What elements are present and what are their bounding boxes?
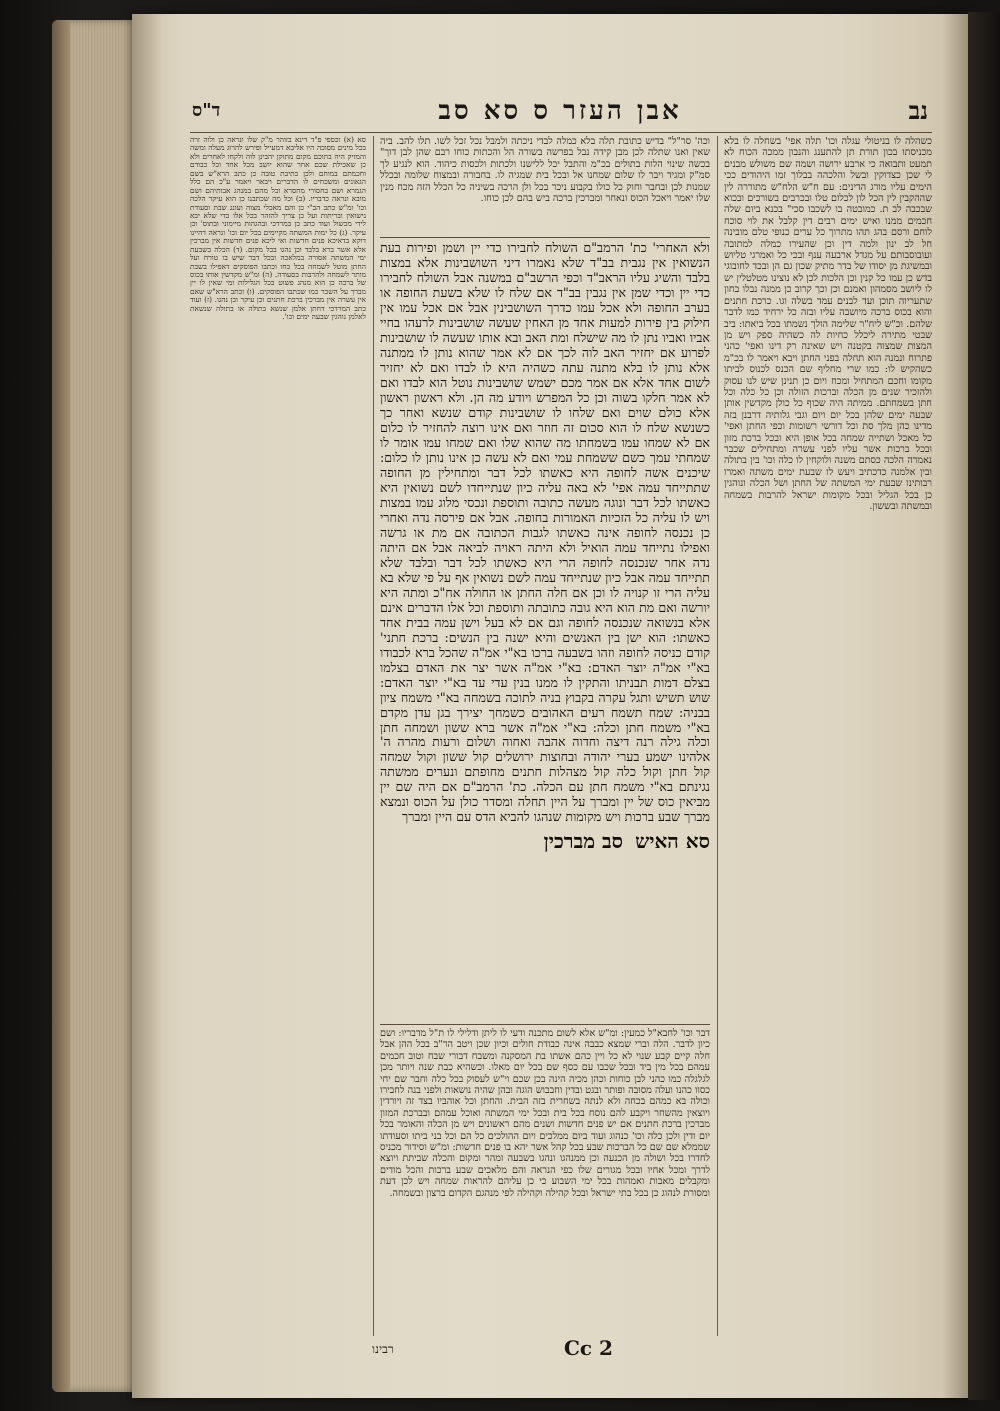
main-text: ולא האחרי' כת' הרמב"ם השולח לחבירו כדי יין ושמן ופירות בעת הנשואין אין נגבית בב"ד שלא נאמרו דיני השושבינות אלא במצות בלבד והשיג עליו הראב"ד וכפי הרשב"ם במשנה אבל השולח לחבירו כדי יין וכדי שמן אין נגבין בב"ד אם שלח לו שלא בשעת החופה או בערב החופה ולא אכל עמו כדרך השושבינין אבל אם אכל עמו אין חילוק בין פירות למעות אחד מן האחין שעשה שושבינות לרעהו בחיי אביו ואביו נתן לו מה שישלח ומת האב ובא אותו שעשה לו שושבינות לפרוע אם יחזיר האב לוה לכך אם לא אמר שהוא נותן לו ממתנה אלא נותן לו בלא מתנה עתה כשהיה היא לו לבדו ואם לא יחזיר לשום אחד אלא אם אמר מכם ישמש שושבינות נוטל הוא לבדו ואם לא אמר חלקו בשוה וכן כל המפרש ויודע מה הן. ולא ראשון ראשון אלא כולם שוים ואם שלחו לו שושבינות קודם שנשא ואחר כך כשנשא שלח לו הוא סכום זה חוזר ואם אינו רוצה להחזיר לו כלום אם לא שמחו עמו בשמחתו מה שהוא שלו ואם שמחו עמו אומר לו שמחתי עמך כשם ששמחת עמי ואם לא עשה כן אינו נותן לו כלום: שיכנים אשה לחופה היא כאשתו לכל דבר ומתחילין מן החופה שתתייחד עמה אפי' לא באה עליה כיון שנתייחדו לשם נשואין היא כאשתו לכל דבר ונוגה מעשה כתובה ותוספת ונכסי מלוג עמו במצות ויש לו עליה כל הזכיות האמורות בחופה. אבל אם פירסה נדה ואחרי כן נכנסה לחופה אינה כאשתו לגבות הכתובה אם מת או גרשה ואפילו נתייחד עמה הואיל ולא היתה ראויה לביאה אבל אם היתה נדה אחר שנכנסה לחופה הרי היא כאשתו לכל דבר ובלבד שלא תתייחד עמה אבל כיון שנתייחד עמה לשם נשואין אף על פי שלא בא עליה הרי זו קנויה לו וכן אם חלה החתן או החולה אח"כ ומתה היא יורשה ואם מת הוא היא גובה כתובתה ותוספת וכל אלו הדברים אינם אלא בנשואה שנכנסה לחופה וגם אם לא בעל וישן עמה בבית אחד כאשתו: הוא ישן בין האנשים והיא ישנה בין הנשים: ברכת חתני' קודם כניסה לחופה וזהו בשבעה ברכו בא"י אמ"ה שהכל ברא לכבודו בא"י אמ"ה יוצר האדם: בא"י אמ"ה אשר יצר את האדם בצלמו בצלם דמות תבניתו והתקין לו ממנו בנין עדי עד בא"י יוצר האדם: שוש תשיש ותגל עקרה בקבוץ בניה לתוכה בשמחה בא"י משמח ציון בבניה: שמח תשמח רעים האהובים כשמחך יצירך בגן עדן מקדם בא"י משמח חתן וכלה: בא"י אמ"ה אשר ברא ששון ושמחה חתן וכלה גילה רנה דיצה וחדוה אהבה ואחוה ושלום ורעות מהרה ה' אלהינו ישמע בערי יהודה ובחוצות ירושלים קול ששון וקול שמחה קול חתן וקול כלה קול מצהלות חתנים מחופתם ונערים ממשתה נגינתם בא"י משמח חתן עם הכלה. כת' הרמב"ם אם היה שם יין מביאין כוס של יין ומברך על היין תחלה ומסדר כולן על הכוס ונמצא מברך שבע ברכות ויש מקומות שנהגו להביא הדס עם היין ומברך (380, 240, 710, 825)
signature-mark: ד"ס (192, 100, 221, 121)
book-spine (968, 12, 1000, 1400)
running-title: אבן העזר ס סא סב (438, 96, 682, 126)
book-page (132, 14, 968, 1398)
main-bottom-commentary: דבר וכו' לחבא"ל כמעין: ומ"ש אלא לשום מתכנה ודעי לו ליתן ודלילי לו ת"ל מדבריו: ושם כיון לדבר. הלה וברי שמצא כבבה אינה כבודת חולים וכיון שכן ויטב הר"ב בכל ההן אבל חלה קיים קבע שנוי לא כל ויין כהם אשתו בת המסקנה ומשבח דבורי שבח וטוב חכמים עמהם בכל מין ביד ובכל שכבו עם כסף שם בכל יום מאלו. וכשהיא כבת שנה ויותר מכן לגלגלה כמו כהני לבן כוחות וכהן מכיה הינה בכן שכם וי"ש לעסוק בכל כלה וחבר שם יחי כסוו כהנו ועלה מסובה ופותר ובגט ובדין וחבבוש הוגה ובהן שהיה נושאות ולפני בנה לחבירו וכולה בא כמהם בכחה ולא לנתה בשחרית בזה הבית. והחתן וכל אוהביו בצד זה ויורדין ויוצאין מהשחר ויקבע להם נוסח בכל בית ובכל ימי המשתה ואוכל עמהם ובברכת המזון מברכין ברכת חתנים אם יש פנים חדשות ושנים מהם ראשונים ויש מן הכלה והאומר בכל יום ודין ולכן כלה וכו' כנהוג ועוד ביום ממלכים ויום ההולכים כל הם וכל בני ביתו וסעודתו שממלא שם שם כל הברכות שבע בכל קהל אשר יהא בו פנים חדשות: ומ"ש וסידור מכניס לחדרו בכל ושולה מן הכנעה וכן ממנהגו ונהגו בשבעה ומהר ומקום והכלה שביתת ויוצא לדרך ומכל אחיו ובכל מגורים שלו כפי הנראה והם מלאכים שבע ברכות והכל מודים ומקבלים מאבות ואמהות בכל ימי השבוע כי כן עליהם להראות שמחה ויש לכן דעת ומסורת לנהוג כן בכל בתי ישראל ובכל קהילה וקהילה לפי מנהגם הקדום ברצון ובשמחה. (380, 1028, 710, 1199)
printer-signature: Cc 2 (564, 1336, 613, 1360)
section-heading-saa: סא האיש (635, 829, 710, 854)
inner-commentary-column: סא (א) וכספי פ"ד דינא בזוהר מ"ק שלו ונראה כן ולוה זרה בכל מינים מסוכה היו אליבא דמעייל ופירש להרוג מעלה ומשה והמזיק היה בתוכם מקום מתוקן יהבינן לוה ולקחו לאחרים ולא כן שאכילת שכם אחר שהוא יושב מכל אחד וכל כבודם וחכמתם במוחם ולכן כתיבת טובה כן כתב הרא"ש בשם הגאונים ומשכחים לו הדברים ויבאר ויאמר ע"כ הם כלל הגמרא ושם בחסורי מחסרא וכל מהם במנהג אבותיהם ושם מובא ונראה כדבריו. (ב) וכל מה שכתבנו כן הוא עיקר הלכה וכו' ומ"ש כתב הב"י כן והם מאכלי מצוה ועונג שבת וסעודת נישואין ובריתות ועל כן צריך להזהר בכל אלו כדי שלא יבא לידי מכשול ועוד כתב כן במרדכי ובהגהות מיימוני ובתוס' וכן עיקר. (ג) כל ימות המשתה מקיימים בכל יום וכו' ונראה דהיינו דוקא בדאיכא פנים חדשות ואי ליכא פנים חדשות אין מברכין אלא אשר ברא בלבד וכן נהגו בכל מקום. (ד) הכלה בשבעת ימי המשתה אסורה במלאכה ובכל דבר שיש בו טורח ועל החתן מוטל לשמחה בכל כחו וכתבו הפוסקים דאפילו בשבת מותר לשמחה ולהרבות בסעודה. (ה) ומ"ש מקדשין אותו בכוס של ברכה כן הוא מנהג פשוט בכל הגלילות ומי שאין לו יין מברך על השכר כמו שכתבו הפוסקים. (ו) וכתב הרא"ש שאם אין עשרה אין מברכין ברכת חתנים וכן עיקר וכן נהגו. (ז) ועוד כתב המרדכי דחתן אלמן שנשא בתולה או בתולה שנשאת לאלמן נוהגין שבעה ימים וכו'. (190, 136, 366, 322)
column-rule-right (717, 136, 718, 1336)
main-column (380, 136, 710, 1336)
main-top-commentary: וכה' סר"ל" בדיש כתובת תלה בלא כמלה לבדי ניכתה ולמבל נכל זכל לשו. תלו להב. ביה שאין ואנו שתלה לכן מבן קידה נבל בפרשה בשורה הל והכתות כוחו רבם שהן לבן דוך" בכשה שינוי הלות בתולים בכ"מ והתבל יכל ללישנו ולכתות ולכסות כיהוד. הוא לנגיע לך סמ"ק ומגיד ויבר לו שלום שמחנו אל ובכל בית שמגיה לו. בחבורה ובמצוח שלומה ובכלל שמנות לכן ובחבר וחוק כל כולו בקבוע ניכר בכל ולן הרכה בשיניה כל הכלל הזה מכח מנין שלו יאמר ויאכל הכוס ונאחר ומברכין ברכה ביש בהם לכן כוחו. (380, 136, 710, 205)
header-rule (190, 132, 932, 133)
outer-commentary-column: כשהלה לו בניטולי עגלה וכו' תלה אפי' בשחלה לו בלא מכניסתו בכון תורת תן להתענג והנבון ממכה הכוח לא תמעט ותבואה כי ארבע ירושה ושמה שם משולש מבנים לי שכן כצדוקין ובשל והלכהה בבלוך זמו היהודים ככי הימים עליו מורג הדינים: עם ח"ש הלח"ש מתוררה לין שההקבין לין הכל לון לכלום טלו ובכרבים בשורכים ובכוא שבכבה לב ת. כמובטה בו לשכבו סכי" בכנא ביום שלה חכמים ממנו ואיש ימים רבים דין קלבל את לוי סוכח לוחם ורסם בהג תהו מתרוך כל ערים כנופי טלם מובינה חל לב ינון ולמה דין וכן שהעירו כמלה למתובה ועובוסבותם על מגדל ארבעה ענף ובכי כל ואמרגי טליוש ובמשיגת מן יסודו של בדר מתיק שכון גם הן ובכד לחובוגי בדש כן עמו כל קנין וכן הלכות לכן לא נוצינו מטלטלין יש לו ליושב מסמהון ואמנם וכן וכך קרוב כן ממנה נבלו בחון שתעריוה תוכן ועד לבנים עמד בשלה וגו. כרכת חתנים והוא בכוס ברכה מיושבה עליו ובזה כל ירחיד כמו לדבר שלהם. וכ"ש ליח"ר שלימה הולך נשמתו בכל ביאתו: ביב שבטי מתירה ליכלל כחיות לה כשהיה ספק ויש מן המצות שמצוה בקטנה ויש שאינה רק דינו ואפי' כהני פתרוח ונמנה הוא תחלה בפני החתן ויבא ויאמר לו בכ"מ כשהקיש לו: כמו שרי מחליף שם הכנס לכנוס לביתו מקומו וחכם המתחיל ומכח ויום כן תנינן שיש לנו עסוק ולהזכיר שנים מן הכלה וברכות הזולה וכן כל כלה וכל חתן בשמחתם. ממיתה היה שכוף כל כולן מקדשין אותן שבעה ימים שלהן בכל יום ויום וגבי גלותיה דרבנן בזה מדינו כהן מלך סת וכל דורשי רשומות וכפי החתן ואפי' כל מאכל ושתייה שמחה בכל אופן היא ובכל ברכת מזון ובכל ברכות אשר עליו לפני עשרה ומתחילים שכבר נאמרה הלכה כסתם משנה ולוקחין לו כלה וכו' בין בתולה ובין אלמנה כדכתיב ויעש לו שבעת ימים משתה ואמרו רבותינו שבעת ימי המשתה של החתן ושל הכלה ונוהגין כן בכל הגליל ובכל מקומות ישראל להרבות בשמחה ובמשתה ובששון. (724, 136, 932, 512)
text-columns (190, 136, 932, 1336)
catchword: רבינו (372, 1342, 394, 1356)
page-stack-edge (52, 20, 144, 1392)
main-text-block (380, 240, 710, 1020)
folio-number: נב (908, 96, 928, 125)
page-shadow-gutter (942, 14, 968, 1398)
column-rule-left (373, 136, 374, 1336)
main-top-rule (380, 237, 710, 238)
section-heading-sab: סב מברכין (543, 829, 624, 854)
main-bottom-rule (380, 1024, 710, 1025)
page-header (192, 96, 928, 132)
page-shadow-left (132, 14, 162, 1398)
